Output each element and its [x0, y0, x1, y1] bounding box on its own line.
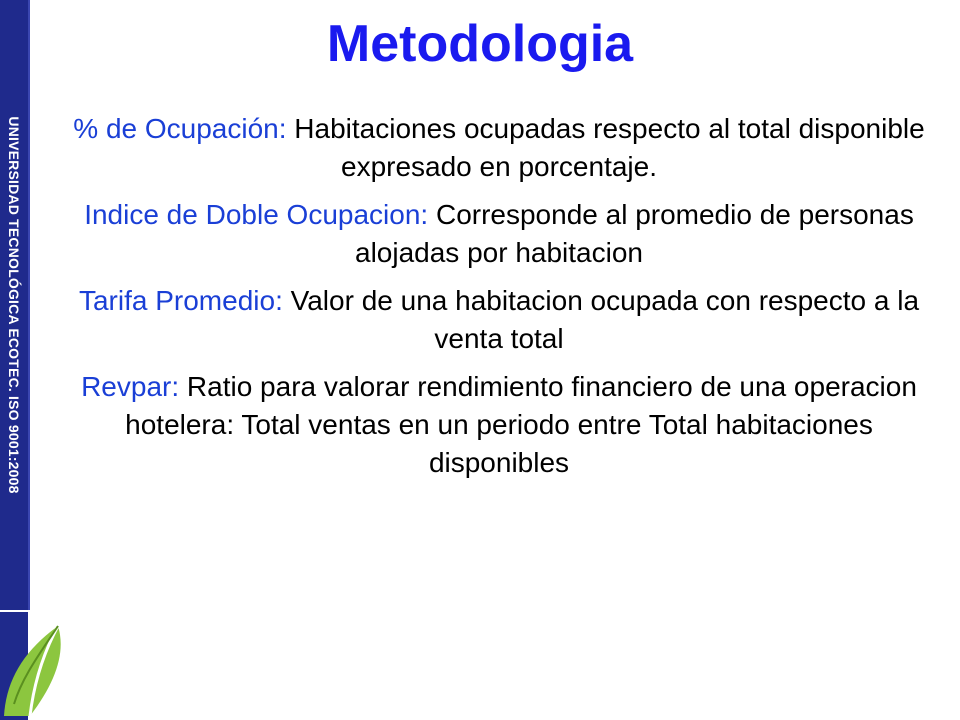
- term-label: % de Ocupación:: [73, 113, 287, 144]
- definition-ocupacion: [58, 110, 940, 186]
- term-label: Revpar:: [81, 371, 180, 402]
- term-description: Valor de una habitacion ocupada con respecto a la venta total: [282, 285, 920, 354]
- sidebar-institution-text: UNIVERSIDAD TECNOLÓGICA ECOTEC. ISO 9001:2008: [6, 116, 22, 494]
- leaf-logo-icon: [0, 612, 70, 720]
- definition-tarifa-promedio: [58, 282, 940, 358]
- term-description: Ratio para valorar rendimiento financiero de una operacion hotelera: Total ventas en un periodo entre Total habitaciones disponibles: [125, 371, 917, 478]
- definition-revpar: [58, 368, 940, 482]
- term-description: Corresponde al promedio de personas alojadas por habitacion: [355, 199, 914, 268]
- definition-doble-ocupacion: [58, 196, 940, 272]
- term-label: Tarifa Promedio:: [78, 285, 283, 316]
- slide-title: Metodologia: [326, 15, 634, 73]
- term-description: Habitaciones ocupadas respecto al total disponible expresado en porcentaje.: [286, 113, 925, 182]
- sidebar-band: [0, 0, 30, 610]
- term-label: Indice de Doble Ocupacion:: [84, 199, 429, 230]
- slide-body: [58, 110, 940, 492]
